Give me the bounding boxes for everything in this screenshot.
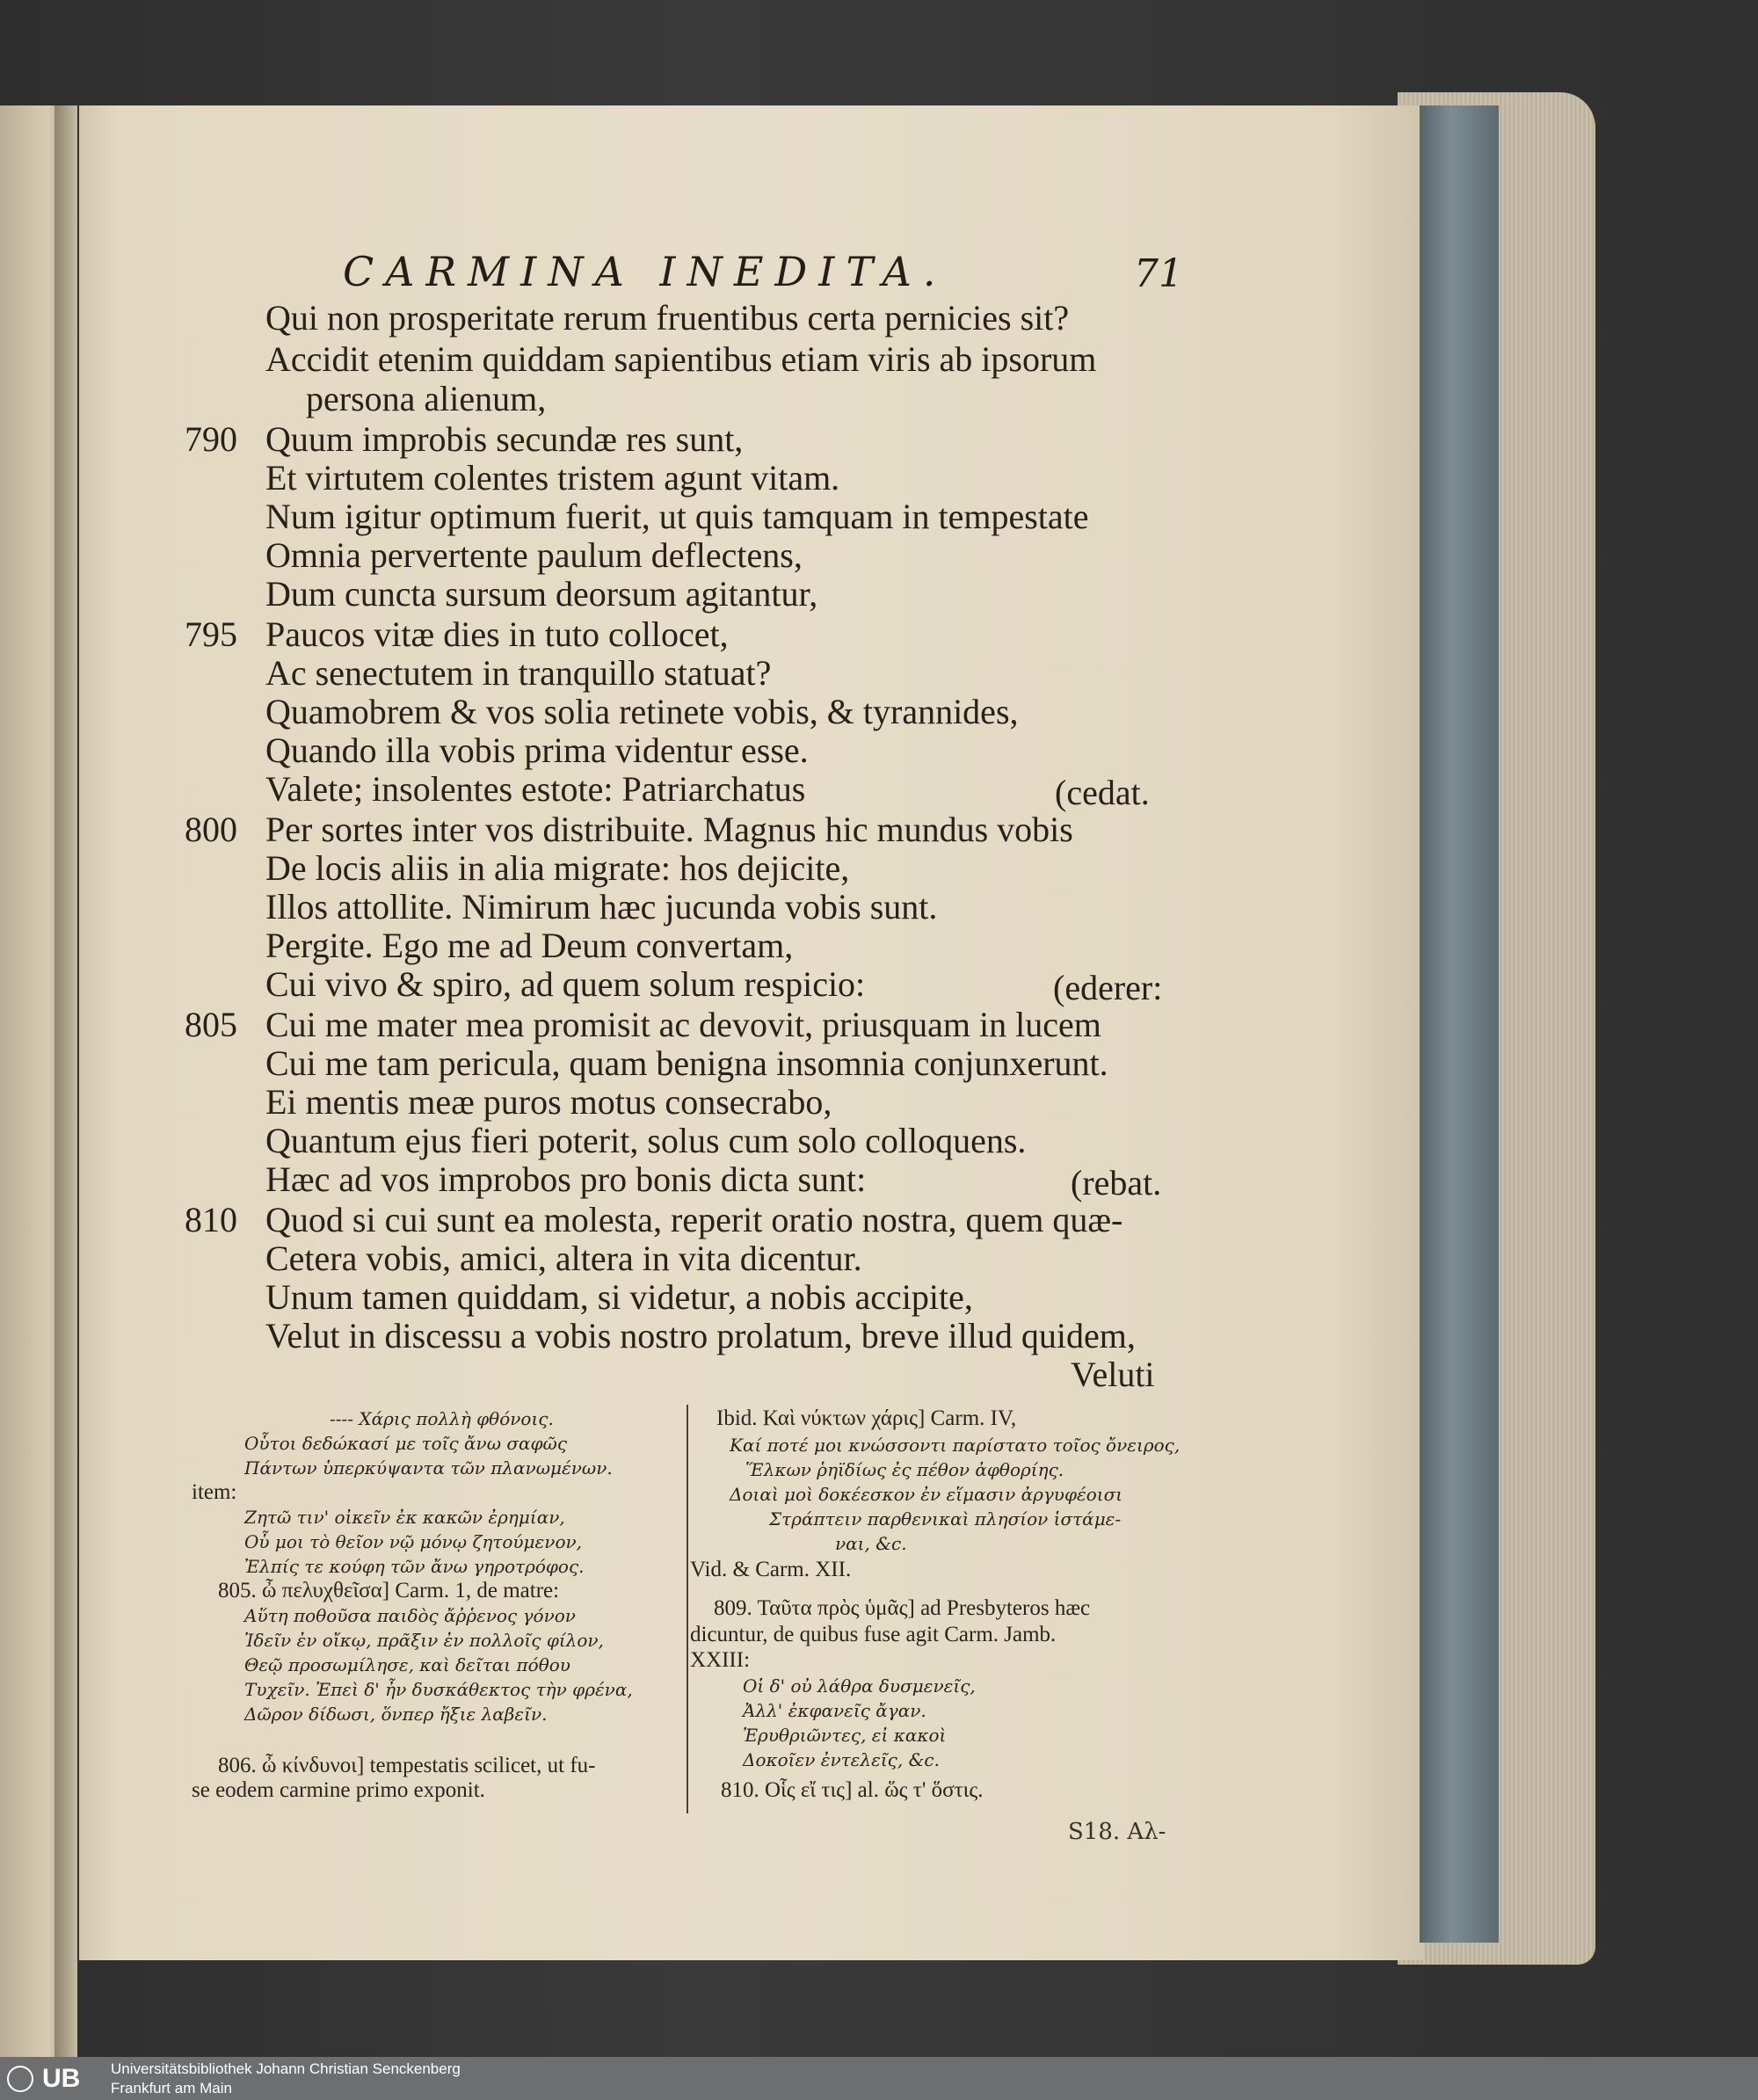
- poem-line: Paucos vitæ dies in tuto collocet,: [265, 614, 729, 654]
- footnote-line: Πάντων ὑπερκύψαντα τῶν πλανωμένων.: [244, 1457, 613, 1479]
- poem-line: Omnia pervertente paulum deflectens,: [265, 535, 803, 575]
- footnote-line: 809. Ταῦτα πρὸς ὑμᾶς] ad Presbyteros hæc: [714, 1596, 1091, 1620]
- footnote-line: ναι, &c.: [835, 1533, 907, 1554]
- footnote-line: Ἰδεῖν ἐν οἴκῳ, πρᾶξιν ἐν πολλοῖς φίλον,: [244, 1630, 604, 1651]
- footnote-line: Ἐλπίς τε κούφη τῶν ἄνω γηροτρόφος.: [244, 1556, 585, 1577]
- line-number: 795: [185, 614, 237, 654]
- poem-line: persona alienum,: [306, 379, 547, 418]
- footnote-line: se eodem carmine primo exponit.: [192, 1778, 485, 1802]
- poem-line: Num igitur optimum fuerit, ut quis tamquam in tempestate: [265, 497, 1089, 536]
- footnote-line: Vid. & Carm. XII.: [690, 1558, 852, 1581]
- poem-line: Cui me tam pericula, quam benigna insomnia conjunxerunt.: [265, 1043, 1108, 1083]
- poem-line: Velut in discessu a vobis nostro prolatum, breve illud quidem,: [265, 1316, 1136, 1355]
- line-number: 810: [185, 1200, 237, 1239]
- poem-line: Quando illa vobis prima videntur esse.: [265, 730, 809, 770]
- poem-line: Ei mentis meæ puros motus consecrabo,: [265, 1082, 832, 1122]
- footnote-line: Δοιαὶ μοὶ δοκέεσκον ἐν εἵμασιν ἀργυφέοισι: [730, 1484, 1123, 1505]
- poem-line-overflow: (ederer:: [1053, 968, 1163, 1007]
- poem-line: Quantum ejus fieri poterit, solus cum solo colloquens.: [265, 1121, 1027, 1160]
- poem-line: Dum cuncta sursum deorsum agitantur,: [265, 574, 818, 614]
- page-number: 71: [1134, 251, 1183, 296]
- poem-line: Cui me mater mea promisit ac devovit, priusquam in lucem: [265, 1005, 1101, 1044]
- catchword: Veluti: [1071, 1355, 1155, 1394]
- poem-line: Illos attollite. Nimirum hæc jucunda vobis sunt.: [265, 887, 938, 926]
- footnote-line: ---- Χάρις πολλὴ φθόνοις.: [330, 1408, 554, 1429]
- poem-line: Valete; insolentes estote: Patriarchatus: [265, 769, 806, 809]
- poem-line: Accidit etenim quiddam sapientibus etiam viris ab ipsorum: [265, 339, 1097, 379]
- footnote-line: Ibid. Καὶ νύκτων χάρις] Carm. IV,: [716, 1406, 1017, 1430]
- line-number: 800: [185, 810, 237, 849]
- library-name: Universitätsbibliothek Johann Christian Senckenberg: [111, 2060, 461, 2077]
- footnote-line: Οἱ δ' οὐ λάθρα δυσμενεῖς,: [743, 1675, 976, 1697]
- poem-line: De locis aliis in alia migrate: hos dejicite,: [265, 848, 850, 888]
- footnote-line: Θεῷ προσωμίλησε, καὶ δεῖται πόθου: [244, 1654, 570, 1675]
- ub-logo[interactable]: [7, 2064, 84, 2094]
- footnote-line: item:: [192, 1480, 237, 1504]
- footnote-line: Τυχεῖν. Ἐπεὶ δ' ἦν δυσκάθεκτος τὴν φρένα,: [244, 1679, 633, 1700]
- poem-line: Quod si cui sunt ea molesta, reperit oratio nostra, quem quæ-: [265, 1200, 1123, 1239]
- poem-line: Cui vivo & spiro, ad quem solum respicio:: [265, 964, 866, 1004]
- poem-line-overflow: (cedat.: [1055, 773, 1150, 812]
- footnote-line: Οὗ μοι τὸ θεῖον νῷ μόνῳ ζητούμενον,: [244, 1531, 583, 1552]
- running-head: CARMINA INEDITA.: [343, 248, 948, 295]
- poem-line: Et virtutem colentes tristem agunt vitam.: [265, 458, 840, 498]
- column-rule: [686, 1405, 688, 1813]
- poem-line: Per sortes inter vos distribuite. Magnus hic mundus vobis: [265, 810, 1073, 849]
- line-number: 790: [185, 419, 237, 459]
- poem-line: Ac senectutem in tranquillo statuat?: [265, 653, 772, 693]
- ub-logo-icon: [7, 2066, 33, 2092]
- footnote-line: 805. ὦ πελυχθεῖσα] Carm. 1, de matre:: [218, 1579, 560, 1602]
- poem-line: Pergite. Ego me ad Deum convertam,: [265, 926, 794, 965]
- footnote-line: Ἀλλ' ἐκφανεῖς ἄγαν.: [743, 1700, 926, 1721]
- poem-line: Hæc ad vos improbos pro bonis dicta sunt:: [265, 1159, 867, 1199]
- fore-edge: [1420, 105, 1499, 1943]
- footnote-line: Ἐρυθριῶντες, εἰ κακοὶ: [743, 1725, 947, 1746]
- footnote-line: Στράπτειν παρθενικαὶ πλησίον ἱστάμε-: [769, 1508, 1122, 1530]
- footnote-line: Αὕτη ποθοῦσα παιδὸς ἄῤῥενος γόνον: [244, 1605, 576, 1626]
- gutter-shadow: [54, 105, 77, 2057]
- footnote-line: 806. ὦ κίνδυνοι] tempestatis scilicet, ut fu-: [218, 1754, 596, 1777]
- footnote-line: dicuntur, de quibus fuse agit Carm. Jamb.: [690, 1623, 1057, 1646]
- footnote-line: Δοκοῖεν ἐντελεῖς, &c.: [743, 1749, 940, 1770]
- footnote-line: Οὗτοι δεδώκασί με τοῖς ἄνω σαφῶς: [244, 1433, 568, 1454]
- footnote-line: Ἕλκων ῥηϊδίως ἐς πέθον ἀφθορίης.: [745, 1459, 1064, 1480]
- poem-line: Quum improbis secundæ res sunt,: [265, 419, 744, 459]
- poem-line: Qui non prosperitate rerum fruentibus certa pernicies sit?: [265, 298, 1070, 338]
- footnote-line: Καί ποτέ μοι κνώσσοντι παρίστατο τοῖος ὄνειρος,: [730, 1435, 1180, 1456]
- ub-logo-text: UB: [42, 2064, 81, 2093]
- poem-line: Quamobrem & vos solia retinete vobis, & tyrannides,: [265, 692, 1019, 731]
- signature-mark: S18. Αλ-: [1068, 1819, 1166, 1845]
- footnote-line: XXIII:: [690, 1648, 751, 1672]
- poem-line-overflow: (rebat.: [1071, 1163, 1162, 1203]
- footnote-line: 810. Οἷς εἴ τις] al. ὥς τ' ὅστις.: [721, 1778, 984, 1802]
- poem-line: Unum tamen quiddam, si videtur, a nobis accipite,: [265, 1277, 973, 1317]
- line-number: 805: [185, 1005, 237, 1044]
- footnote-line: Ζητῶ τιν' οἰκεῖν ἐκ κακῶν ἐρημίαν,: [244, 1507, 565, 1528]
- poem-line: Cetera vobis, amici, altera in vita dicentur.: [265, 1239, 862, 1278]
- library-city: Frankfurt am Main: [111, 2080, 232, 2096]
- footnote-line: Δῶρον δίδωσι, ὅνπερ ἤξιε λαβεῖν.: [244, 1704, 548, 1725]
